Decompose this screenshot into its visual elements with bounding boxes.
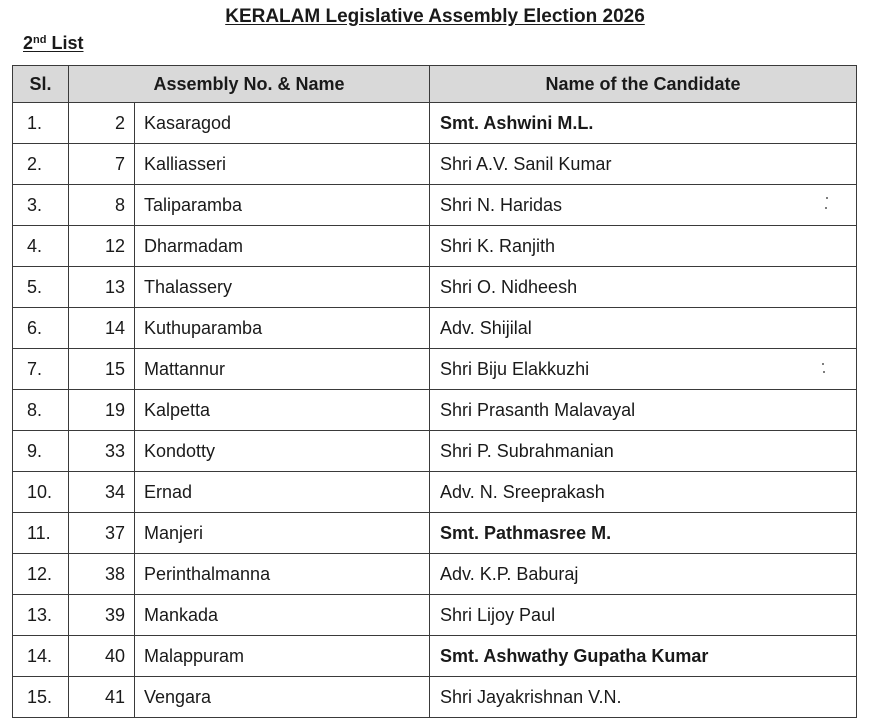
cell-sl: 11.	[13, 513, 69, 554]
table-row	[13, 103, 857, 144]
cell-assembly-no: 40	[69, 636, 135, 677]
cell-sl: 1.	[13, 103, 69, 144]
cell-assembly-no: 7	[69, 144, 135, 185]
cell-assembly-no: 34	[69, 472, 135, 513]
table-row	[13, 431, 857, 472]
col-header-assembly: Assembly No. & Name	[69, 66, 430, 103]
cell-assembly-no: 12	[69, 226, 135, 267]
cell-candidate: Shri Lijoy Paul	[430, 595, 857, 636]
cell-assembly-name: Ernad	[135, 472, 430, 513]
cell-candidate: Shri N. Haridas	[430, 185, 857, 226]
scan-speck	[826, 197, 828, 199]
table-row	[13, 267, 857, 308]
cell-sl: 10.	[13, 472, 69, 513]
cell-assembly-no: 19	[69, 390, 135, 431]
table-row	[13, 390, 857, 431]
cell-assembly-no: 14	[69, 308, 135, 349]
cell-assembly-no: 2	[69, 103, 135, 144]
table-header-row	[13, 66, 857, 103]
candidates-table	[12, 65, 857, 718]
cell-assembly-no: 8	[69, 185, 135, 226]
cell-assembly-name: Malappuram	[135, 636, 430, 677]
scan-speck	[823, 371, 825, 373]
cell-sl: 2.	[13, 144, 69, 185]
cell-sl: 7.	[13, 349, 69, 390]
cell-sl: 15.	[13, 677, 69, 718]
cell-assembly-name: Kuthuparamba	[135, 308, 430, 349]
cell-candidate: Smt. Pathmasree M.	[430, 513, 857, 554]
cell-candidate: Shri Biju Elakkuzhi	[430, 349, 857, 390]
cell-sl: 13.	[13, 595, 69, 636]
table-row	[13, 185, 857, 226]
cell-assembly-name: Kalliasseri	[135, 144, 430, 185]
table-row	[13, 226, 857, 267]
cell-sl: 9.	[13, 431, 69, 472]
cell-sl: 8.	[13, 390, 69, 431]
cell-assembly-name: Perinthalmanna	[135, 554, 430, 595]
cell-candidate: Smt. Ashwathy Gupatha Kumar	[430, 636, 857, 677]
table-row	[13, 472, 857, 513]
cell-candidate: Adv. K.P. Baburaj	[430, 554, 857, 595]
cell-assembly-no: 37	[69, 513, 135, 554]
cell-sl: 6.	[13, 308, 69, 349]
table-row	[13, 595, 857, 636]
cell-assembly-name: Mankada	[135, 595, 430, 636]
cell-assembly-name: Thalassery	[135, 267, 430, 308]
list-word: List	[51, 33, 84, 53]
cell-candidate: Shri K. Ranjith	[430, 226, 857, 267]
table-row	[13, 349, 857, 390]
cell-assembly-name: Kondotty	[135, 431, 430, 472]
col-header-sl: Sl.	[13, 66, 69, 103]
cell-assembly-name: Dharmadam	[135, 226, 430, 267]
cell-candidate: Shri Jayakrishnan V.N.	[430, 677, 857, 718]
cell-assembly-no: 38	[69, 554, 135, 595]
cell-assembly-name: Mattannur	[135, 349, 430, 390]
cell-sl: 3.	[13, 185, 69, 226]
scan-speck	[825, 207, 827, 209]
list-number: 2	[23, 33, 34, 53]
table-row	[13, 513, 857, 554]
cell-candidate: Shri O. Nidheesh	[430, 267, 857, 308]
cell-sl: 5.	[13, 267, 69, 308]
table-row	[13, 636, 857, 677]
cell-candidate: Shri A.V. Sanil Kumar	[430, 144, 857, 185]
list-suffix: nd	[33, 34, 47, 46]
scan-speck	[822, 363, 824, 365]
cell-assembly-no: 13	[69, 267, 135, 308]
cell-assembly-no: 33	[69, 431, 135, 472]
table-row	[13, 144, 857, 185]
cell-candidate: Shri Prasanth Malavayal	[430, 390, 857, 431]
page-title: KERALAM Legislative Assembly Election 2026	[225, 6, 645, 27]
cell-assembly-no: 39	[69, 595, 135, 636]
cell-candidate: Smt. Ashwini M.L.	[430, 103, 857, 144]
cell-sl: 12.	[13, 554, 69, 595]
cell-sl: 4.	[13, 226, 69, 267]
cell-assembly-no: 15	[69, 349, 135, 390]
cell-candidate: Shri P. Subrahmanian	[430, 431, 857, 472]
cell-sl: 14.	[13, 636, 69, 677]
cell-assembly-no: 41	[69, 677, 135, 718]
table-row	[13, 308, 857, 349]
col-header-candidate: Name of the Candidate	[430, 66, 857, 103]
cell-assembly-name: Taliparamba	[135, 185, 430, 226]
cell-candidate: Adv. Shijilal	[430, 308, 857, 349]
cell-candidate: Adv. N. Sreeprakash	[430, 472, 857, 513]
list-label	[23, 33, 84, 54]
cell-assembly-name: Kasaragod	[135, 103, 430, 144]
table-row	[13, 554, 857, 595]
cell-assembly-name: Kalpetta	[135, 390, 430, 431]
cell-assembly-name: Vengara	[135, 677, 430, 718]
table-row	[13, 677, 857, 718]
cell-assembly-name: Manjeri	[135, 513, 430, 554]
